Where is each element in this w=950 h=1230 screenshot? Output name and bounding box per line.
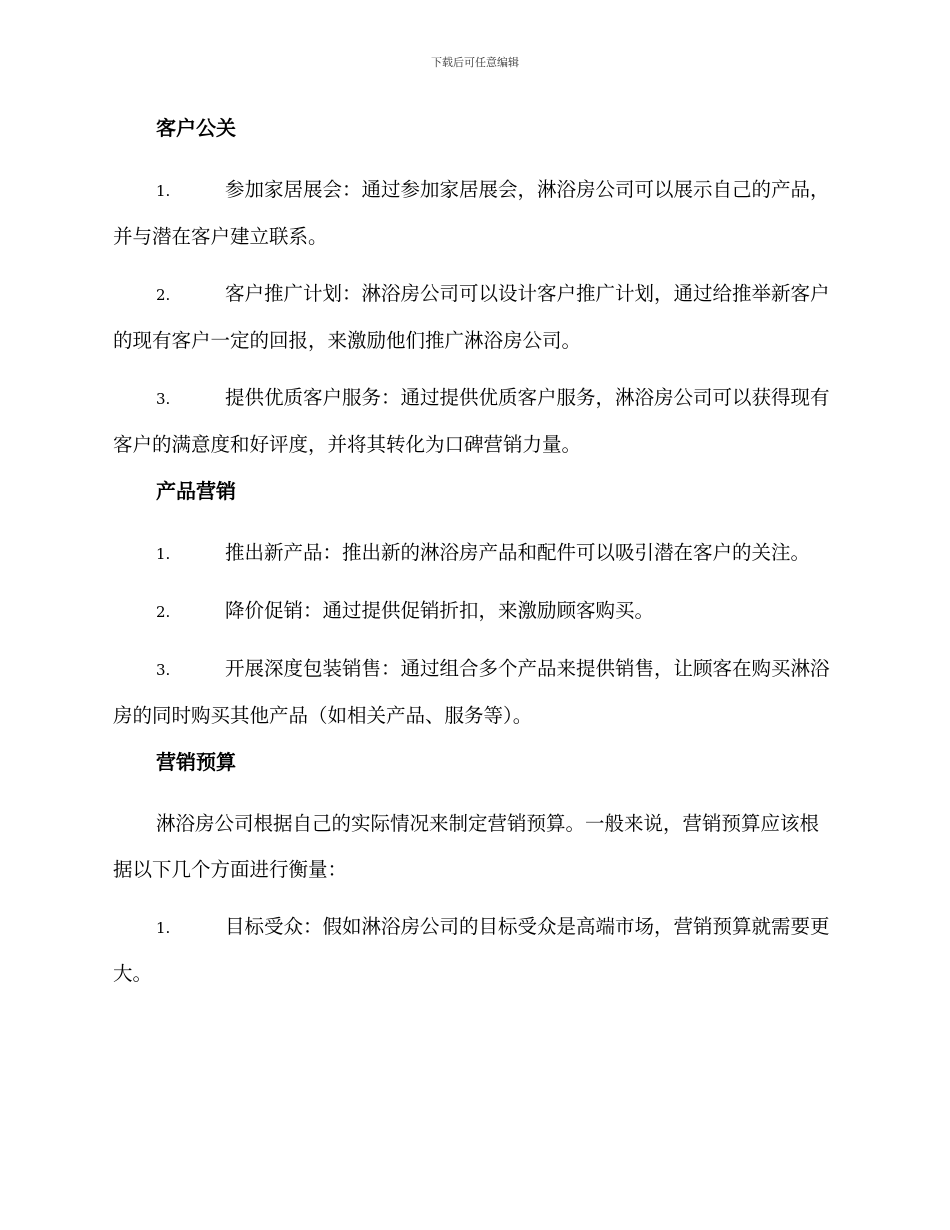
list-text: 参加家居展会：通过参加家居展会，淋浴房公司可以展示自己的产品，并与潜在客户建立联系。: [113, 178, 830, 248]
list-text: 客户推广计划：淋浴房公司可以设计客户推广计划，通过给推举新客户的现有客户一定的回报，来激励他们推广淋浴房公司。: [113, 282, 830, 352]
list-number: 1.: [156, 919, 171, 937]
list-text: 开展深度包装销售：通过组合多个产品来提供销售，让顾客在购买淋浴房的同时购买其他产品（如相关产品、服务等）。: [113, 657, 830, 727]
list-number: 1.: [156, 182, 171, 200]
list-number: 3.: [156, 661, 171, 679]
list-number: 1.: [156, 545, 171, 563]
list-text: 降价促销：通过提供促销折扣，来激励顾客购买。: [225, 599, 655, 622]
list-item: [113, 588, 833, 635]
list-text: 目标受众：假如淋浴房公司的目标受众是高端市场，营销预算就需要更大。: [113, 915, 830, 985]
list-item: [113, 375, 833, 468]
section-title-customer-pr: 客户公关: [156, 116, 236, 140]
section-intro-paragraph: 淋浴房公司根据自己的实际情况来制定营销预算。一般来说，营销预算应该根据以下几个方面进行衡量：: [113, 812, 820, 881]
section-title-marketing-budget: 营销预算: [156, 750, 236, 774]
list-item: [113, 167, 833, 260]
list-item: [113, 904, 833, 997]
list-number: 2.: [156, 603, 171, 621]
list-number: 3.: [156, 390, 171, 408]
header-note: 下载后可任意编辑: [431, 56, 519, 69]
list-text: 提供优质客户服务：通过提供优质客户服务，淋浴房公司可以获得现有客户的满意度和好评度，并将其转化为口碑营销力量。: [113, 386, 830, 456]
list-item: [113, 271, 833, 364]
section-title-product-marketing: 产品营销: [156, 479, 236, 503]
list-text: 推出新产品：推出新的淋浴房产品和配件可以吸引潜在客户的关注。: [225, 541, 811, 564]
document-body: [113, 110, 833, 1008]
list-item: [113, 530, 833, 577]
list-number: 2.: [156, 286, 171, 304]
list-item: [113, 646, 833, 739]
